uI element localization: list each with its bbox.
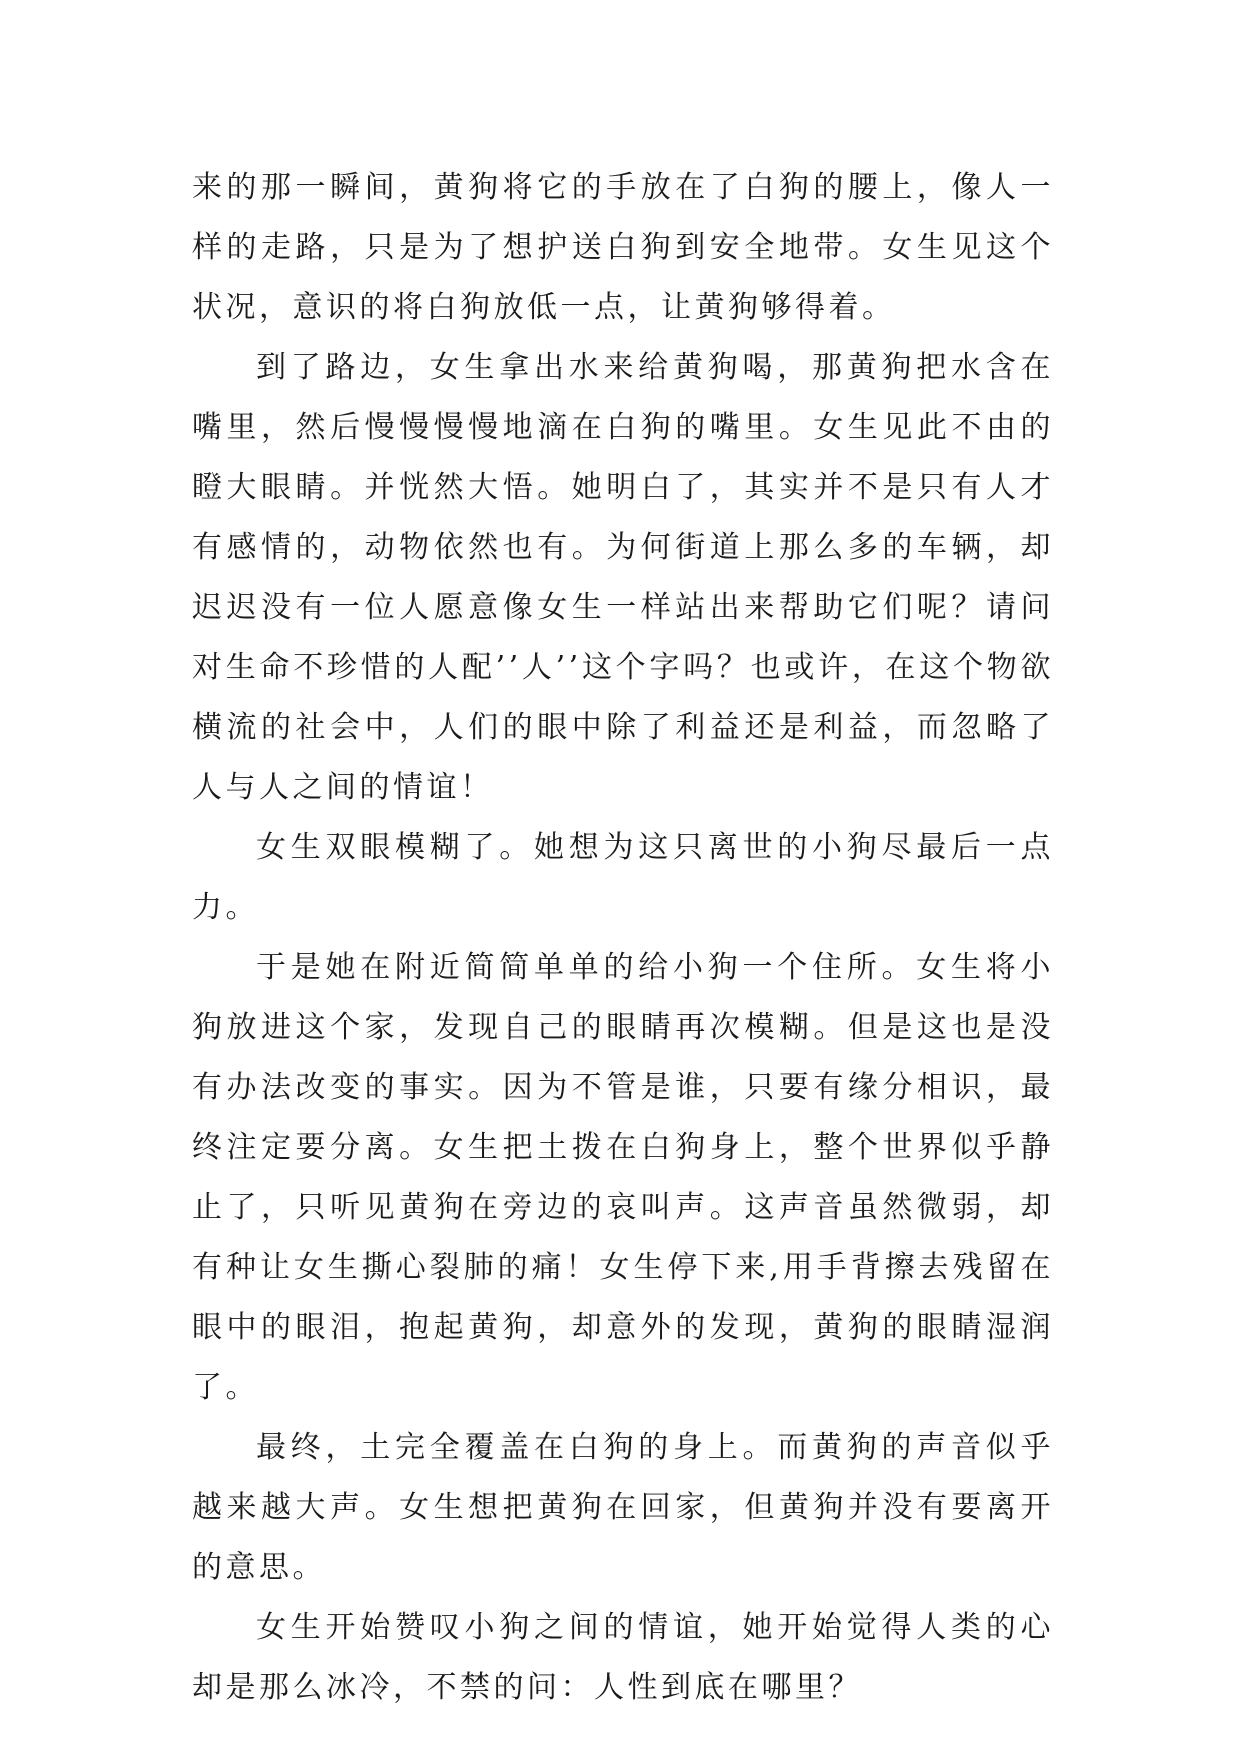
paragraph-4: 于是她在附近简简单单的给小狗一个住所。女生将小狗放进这个家，发现自己的眼睛再次模糊。但是这也是没有办法改变的事实。因为不管是谁，只要有缘分相识，最终注定要分离。女生把土拨在白狗身上，整个世界似乎静止了，只听见黄狗在旁边的哀叫声。这声音虽然微弱，却有种让女生撕心裂肺的痛！女生停下来,用手背擦去残留在眼中的眼泪，抱起黄狗，却意外的发现，黄狗的眼睛湿润了。 (192, 950, 1054, 1405)
paragraph-1: 来的那一瞬间，黄狗将它的手放在了白狗的腰上，像人一样的走路，只是为了想护送白狗到安全地带。女生见这个状况，意识的将白狗放低一点，让黄狗够得着。 (192, 170, 1054, 325)
body-text (192, 158, 1054, 1718)
paragraph-6: 女生开始赞叹小狗之间的情谊，她开始觉得人类的心却是那么冰冷，不禁的问：人性到底在哪里？ (192, 1610, 1054, 1705)
paragraph-3: 女生双眼模糊了。她想为这只离世的小狗尽最后一点力。 (192, 830, 1054, 925)
paragraph-2: 到了路边，女生拿出水来给黄狗喝，那黄狗把水含在嘴里，然后慢慢慢慢地滴在白狗的嘴里。女生见此不由的瞪大眼睛。并恍然大悟。她明白了，其实并不是只有人才有感情的，动物依然也有。为何街道上那么多的车辆，却迟迟没有一位人愿意像女生一样站出来帮助它们呢？请问对生命不珍惜的人配’’人’’这个字吗？也或许，在这个物欲横流的社会中，人们的眼中除了利益还是利益，而忽略了人与人之间的情谊！ (192, 350, 1054, 805)
paragraph-5: 最终，土完全覆盖在白狗的身上。而黄狗的声音似乎越来越大声。女生想把黄狗在回家，但黄狗并没有要离开的意思。 (192, 1430, 1054, 1585)
